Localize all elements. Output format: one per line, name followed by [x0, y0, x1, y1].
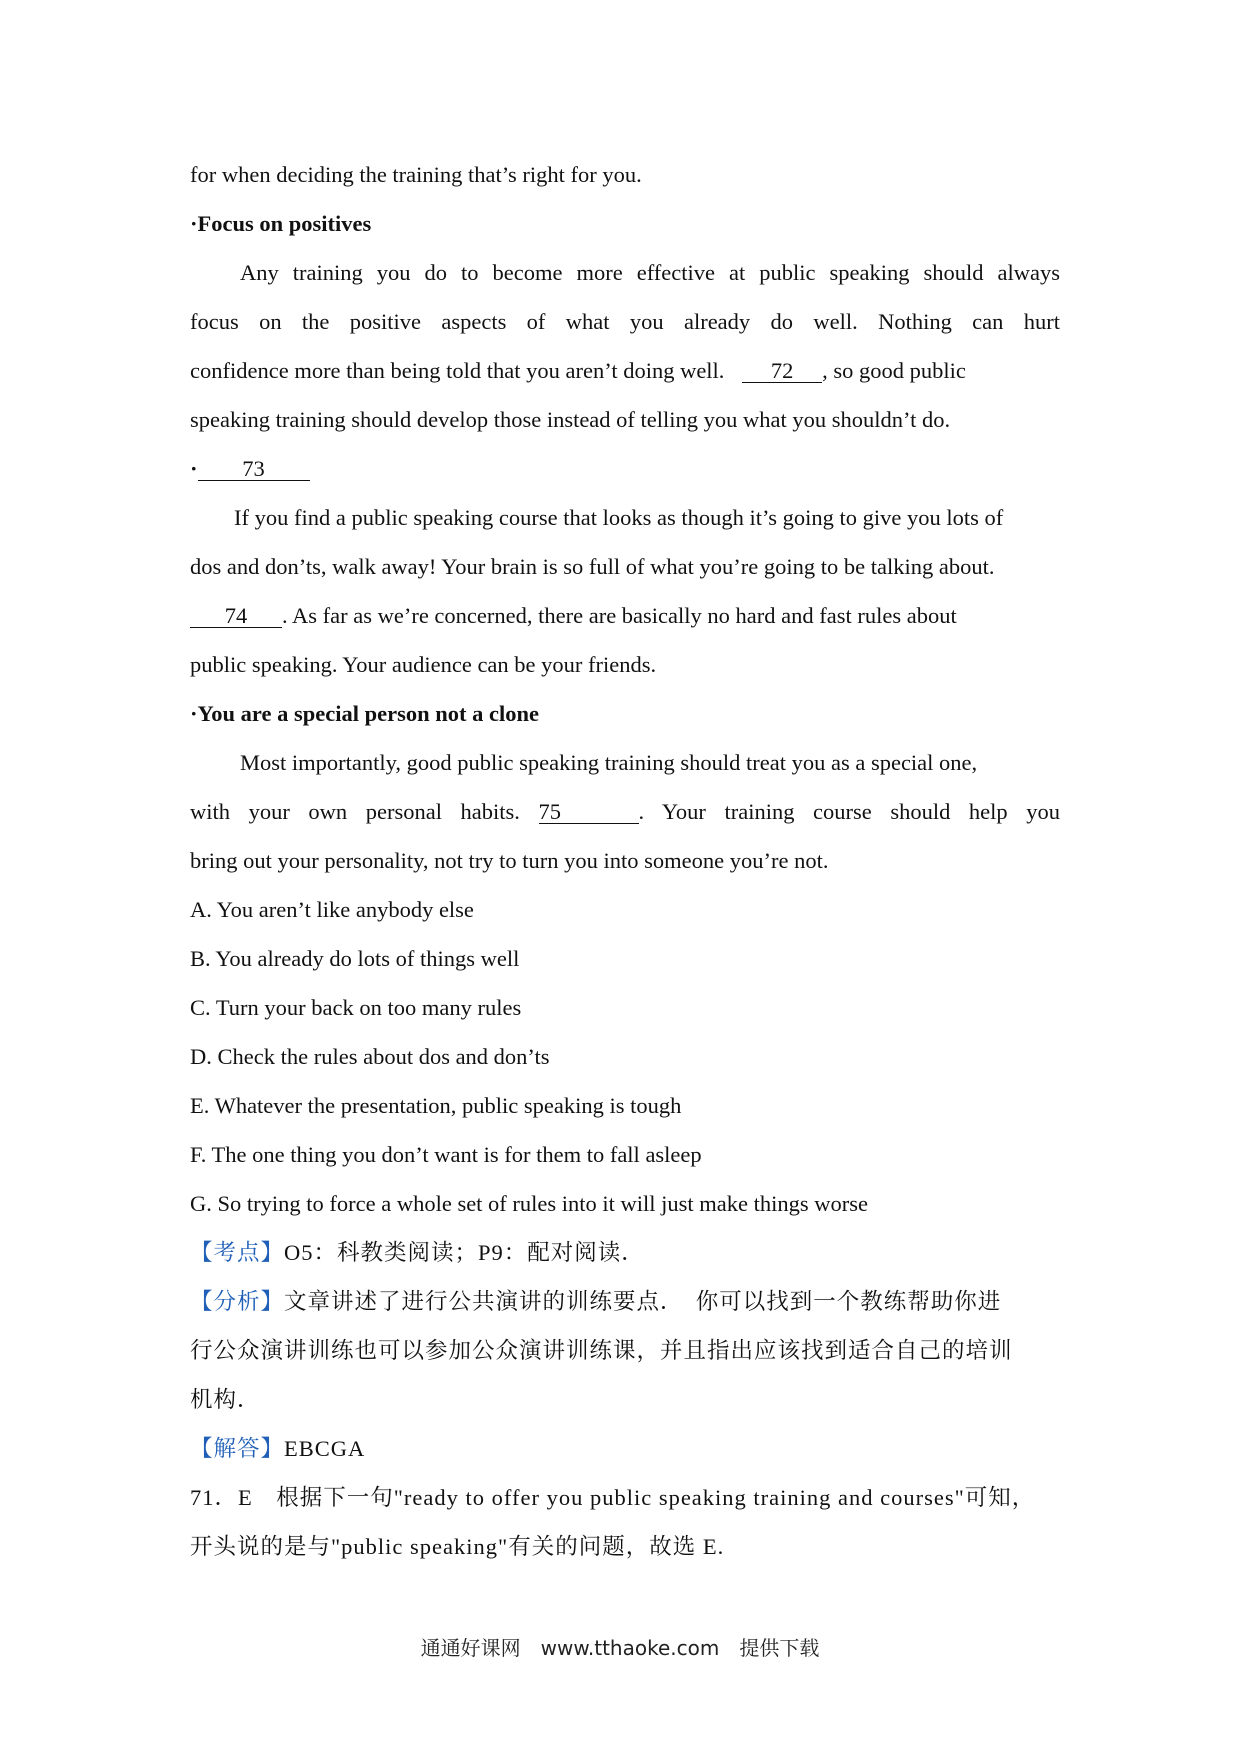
option-f: F. The one thing you don’t want is for them to fall asleep [190, 1142, 702, 1167]
paragraph-text: confidence more than being told that you aren’t doing well. [190, 358, 725, 383]
kaodian-line [190, 1228, 1060, 1277]
page-footer: 通通好课网 www.tthaoke.com 提供下载 [420, 1636, 820, 1660]
blank-75: 75 [539, 801, 639, 824]
jieda-text: EBCGA [284, 1436, 366, 1461]
kaodian-tag: 【考点】 [190, 1240, 285, 1265]
option-d: D. Check the rules about dos and don’ts [190, 1044, 550, 1069]
option-e: E. Whatever the presentation, public speaking is tough [190, 1093, 682, 1118]
paragraph-line: dos and don’ts, walk away! Your brain is so full of what you’re going to be talking about. [190, 554, 995, 579]
option-c: C. Turn your back on too many rules [190, 995, 522, 1020]
blank-74: 74 [190, 605, 282, 628]
kaodian-text: O5：科教类阅读；P9：配对阅读． [284, 1240, 645, 1265]
fenxi-line: 机构． [190, 1387, 261, 1412]
paragraph-line [190, 787, 1060, 836]
paragraph-line: speaking training should develop those instead of telling you what you shouldn’t do. [190, 407, 951, 432]
passage-line: for when deciding the training that’s right for you. [190, 162, 642, 187]
paragraph-text: , so good public [822, 358, 966, 383]
section-heading-special-person: ·You are a special person not a clone [190, 701, 539, 726]
option-a: A. You aren’t like anybody else [190, 897, 474, 922]
paragraph-line: bring out your personality, not try to turn you into someone you’re not. [190, 848, 829, 873]
fenxi-text: 文章讲述了进行公共演讲的训练要点． 你可以找到一个教练帮助你进 [284, 1289, 1002, 1314]
jieda-line [190, 1424, 1060, 1473]
fenxi-line: 行公众演讲训练也可以参加公众演讲训练课，并且指出应该找到适合自己的培训 [190, 1338, 1013, 1363]
question-71-explanation: 71．E 根据下一句"ready to offer you public speaking training and courses"可知， [190, 1485, 1036, 1510]
paragraph-text: . Your training course should help you [638, 799, 1060, 824]
option-g: G. So trying to force a whole set of rules into it will just make things worse [190, 1191, 869, 1216]
heading-bullet: · [190, 456, 198, 481]
paragraph-text: with your own personal habits. [190, 799, 520, 824]
question-71-explanation: 开头说的是与"public speaking"有关的问题，故选 E. [190, 1534, 725, 1559]
blank-72: 72 [742, 360, 822, 383]
fenxi-tag: 【分析】 [190, 1289, 285, 1314]
option-b: B. You already do lots of things well [190, 946, 520, 971]
paragraph-text: . As far as we’re concerned, there are basically no hard and fast rules about [282, 603, 957, 628]
paragraph-line [190, 346, 1060, 395]
paragraph-line [190, 591, 1060, 640]
paragraph-line: focus on the positive aspects of what you already do well. Nothing can hurt [190, 309, 1060, 334]
paragraph-line: If you find a public speaking course that looks as though it’s going to give you lots of [234, 505, 1004, 530]
section-heading-focus-on-positives: ·Focus on positives [190, 211, 372, 236]
document-body [190, 150, 1060, 1571]
paragraph-line: public speaking. Your audience can be your friends. [190, 652, 657, 677]
fenxi-line [190, 1277, 1060, 1326]
section-heading-blank-73 [190, 444, 1060, 493]
blank-73: 73 [198, 458, 310, 481]
jieda-tag: 【解答】 [190, 1436, 285, 1461]
paragraph-line: Most importantly, good public speaking training should treat you as a special one, [240, 750, 978, 775]
paragraph-line: Any training you do to become more effective at public speaking should always [240, 260, 1060, 285]
